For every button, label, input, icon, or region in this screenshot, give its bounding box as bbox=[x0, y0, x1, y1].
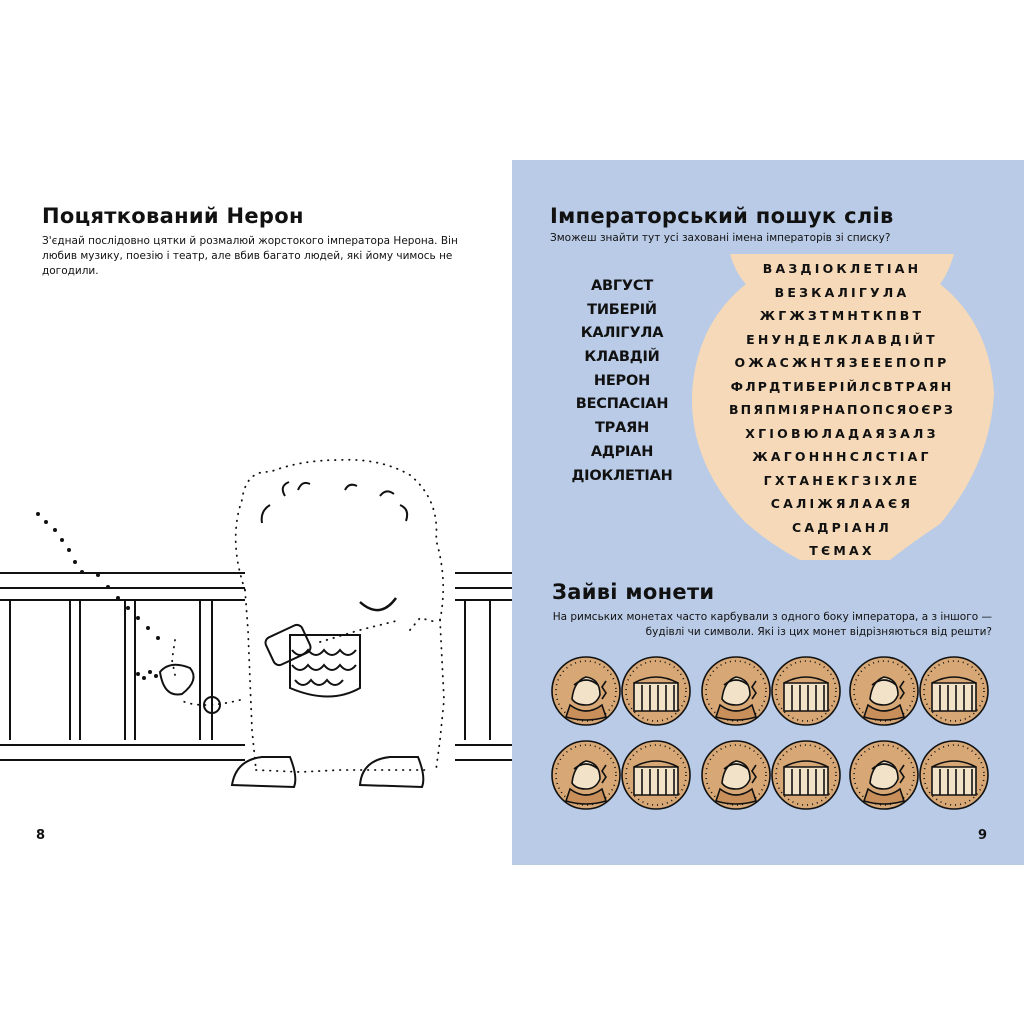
word-search-row: ФЛРДТИБЕРІЙЛСВТРАЯН bbox=[730, 378, 954, 394]
emperor-name: АДРІАН bbox=[590, 443, 654, 460]
word-search-row: ОЖАСЖНТЯЗЕЕЕПОПР bbox=[734, 355, 950, 370]
page-number: 8 bbox=[36, 828, 46, 843]
page-number: 9 bbox=[978, 828, 988, 843]
page-title: Поцяткований Нерон bbox=[42, 204, 304, 228]
emperor-name: ВЕСПАСІАН bbox=[575, 396, 669, 413]
emperor-name: ДІОКЛЕТІАН bbox=[571, 467, 673, 484]
emperor-name: АВГУСТ bbox=[590, 278, 654, 294]
emperor-name: НЕРОН bbox=[593, 372, 651, 389]
word-search-row: ВПЯПМІЯРНАПОПСЯОЄРЗ bbox=[728, 402, 956, 417]
word-search-row: ВАЗДІОКЛЕТІАН bbox=[762, 261, 922, 276]
coin-grid bbox=[550, 655, 990, 815]
left-page bbox=[0, 160, 512, 865]
coin-pair[interactable] bbox=[848, 739, 992, 811]
word-search-row: ТЄМАХ bbox=[809, 543, 875, 558]
word-search-row: ХГІОВЮЛАДАЯЗАЛЗ bbox=[745, 425, 939, 441]
coin-pair[interactable] bbox=[700, 739, 844, 811]
right-page bbox=[512, 160, 1024, 865]
word-search-title: Імператорський пошук слів bbox=[550, 204, 894, 228]
coins-title: Зайві монети bbox=[552, 580, 715, 604]
coin-pair[interactable] bbox=[848, 655, 992, 727]
word-search-row: ЖАГОНННСЛСТІАГ bbox=[752, 449, 932, 464]
emperor-name-list bbox=[562, 275, 682, 488]
word-search-row: САДРІАНЛ bbox=[792, 519, 892, 535]
coin-pair[interactable] bbox=[550, 655, 694, 727]
emperor-name: КЛАВДІЙ bbox=[584, 349, 660, 366]
emperor-name: ТРАЯН bbox=[594, 420, 650, 437]
word-search-row: ГХТАНЕКГЗІХЛЕ bbox=[763, 472, 921, 488]
instruction-text: З'єднай послідовно цятки й розмалюй жорстокого імператора Нерона. Він любив музику, поезію і театр, але вбив багато людей, які йому чимось не догодили. bbox=[42, 235, 458, 277]
connect-dots-nero-illustration bbox=[0, 300, 512, 800]
emperor-name: ТИБЕРІЙ bbox=[587, 301, 657, 318]
word-search-row: ЕНУНДЕЛКЛАВДІЙТ bbox=[746, 331, 938, 347]
word-search-instruction: Зможеш знайти тут усі заховані імена імператорів зі списку? bbox=[550, 232, 891, 244]
word-search-row: ЖГЖЗТМНТКПВТ bbox=[759, 308, 925, 323]
word-search-grid bbox=[702, 257, 982, 563]
coin-pair[interactable] bbox=[700, 655, 844, 727]
word-search-row: ВЕЗКАЛІГУЛА bbox=[774, 284, 910, 300]
emperor-name: КАЛІГУЛА bbox=[580, 325, 664, 342]
word-search-row: САЛІЖЯЛААЄЯ bbox=[770, 496, 914, 511]
coin-pair[interactable] bbox=[550, 739, 694, 811]
coins-instruction: На римських монетах часто карбували з одного боку імператора, а з іншого — будівлі чи символи. Які із цих монет відрізняються від решти? bbox=[552, 611, 992, 638]
